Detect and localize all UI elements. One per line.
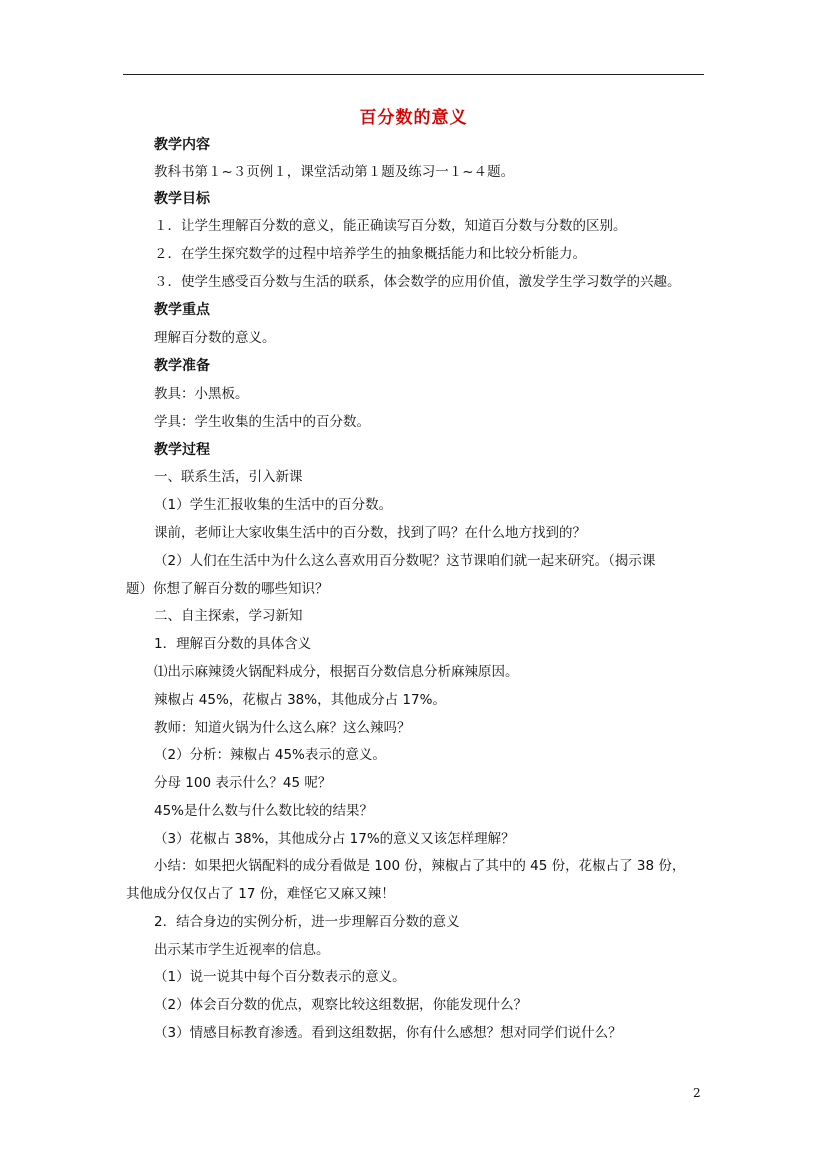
text-line: 45%是什么数与什么数比较的结果？ (154, 803, 374, 819)
text-line: 一、联系生活，引入新课 (154, 469, 303, 485)
text-line: 分母 100 表示什么？45 呢？ (154, 775, 332, 791)
text-line: ３．使学生感受百分数与生活的联系，体会数学的应用价值，激发学生学习数学的兴趣。 (154, 274, 681, 290)
text-line: 理解百分数的意义。 (154, 330, 276, 346)
text-line: （3）情感目标教育渗透。看到这组数据，你有什么感想？想对同学们说什么？ (154, 1025, 622, 1041)
header-rule (123, 74, 704, 75)
text-line: ２．在学生探究数学的过程中培养学生的抽象概括能力和比较分析能力。 (154, 246, 586, 262)
text-line: 教科书第１~３页例１，课堂活动第１题及练习一１~４题。 (154, 164, 515, 180)
text-line: （1）说一说其中每个百分数表示的意义。 (154, 969, 406, 985)
section-heading: 教学过程 (154, 442, 210, 458)
text-line: 二、自主探索，学习新知 (154, 608, 303, 624)
section-heading: 教学内容 (154, 137, 210, 153)
section-heading: 教学重点 (154, 302, 210, 318)
text-line: 辣椒占 45%，花椒占 38%，其他成分占 17%。 (154, 692, 446, 708)
page-number: 2 (693, 1086, 701, 1100)
text-line: 出示某市学生近视率的信息。 (154, 942, 330, 958)
text-line: ⑴出示麻辣烫火锅配料成分，根据百分数信息分析麻辣原因。 (154, 664, 519, 680)
text-line: 题）你想了解百分数的哪些知识？ (126, 581, 329, 597)
text-line: （1）学生汇报收集的生活中的百分数。 (154, 497, 393, 513)
text-line: 学具：学生收集的生活中的百分数。 (154, 414, 370, 430)
text-line: （2）体会百分数的优点，观察比较这组数据，你能发现什么？ (154, 997, 528, 1013)
page-title: 百分数的意义 (359, 108, 468, 128)
text-line: （2）分析：辣椒占 45%表示的意义。 (154, 747, 386, 763)
text-line: １．让学生理解百分数的意义，能正确读写百分数，知道百分数与分数的区别。 (154, 218, 627, 234)
section-heading: 教学准备 (154, 358, 210, 374)
text-line: 课前，老师让大家收集生活中的百分数，找到了吗？在什么地方找到的？ (154, 525, 586, 541)
text-line: 教具：小黑板。 (154, 386, 249, 402)
text-line: 2．结合身边的实例分析，进一步理解百分数的意义 (154, 914, 460, 930)
text-line: 小结：如果把火锅配料的成分看做是 100 份，辣椒占了其中的 45 份，花椒占了 38 份， (154, 858, 686, 874)
text-line: 教师：知道火锅为什么这么麻？这么辣吗？ (154, 720, 411, 736)
text-line: 其他成分仅仅占了 17 份，难怪它又麻又辣！ (126, 886, 395, 902)
text-line: （3）花椒占 38%，其他成分占 17%的意义又该怎样理解？ (154, 831, 515, 847)
text-line: 1．理解百分数的具体含义 (154, 636, 312, 652)
text-line: （2）人们在生活中为什么这么喜欢用百分数呢？这节课咱们就一起来研究。（揭示课 (154, 553, 656, 569)
section-heading: 教学目标 (154, 191, 210, 207)
